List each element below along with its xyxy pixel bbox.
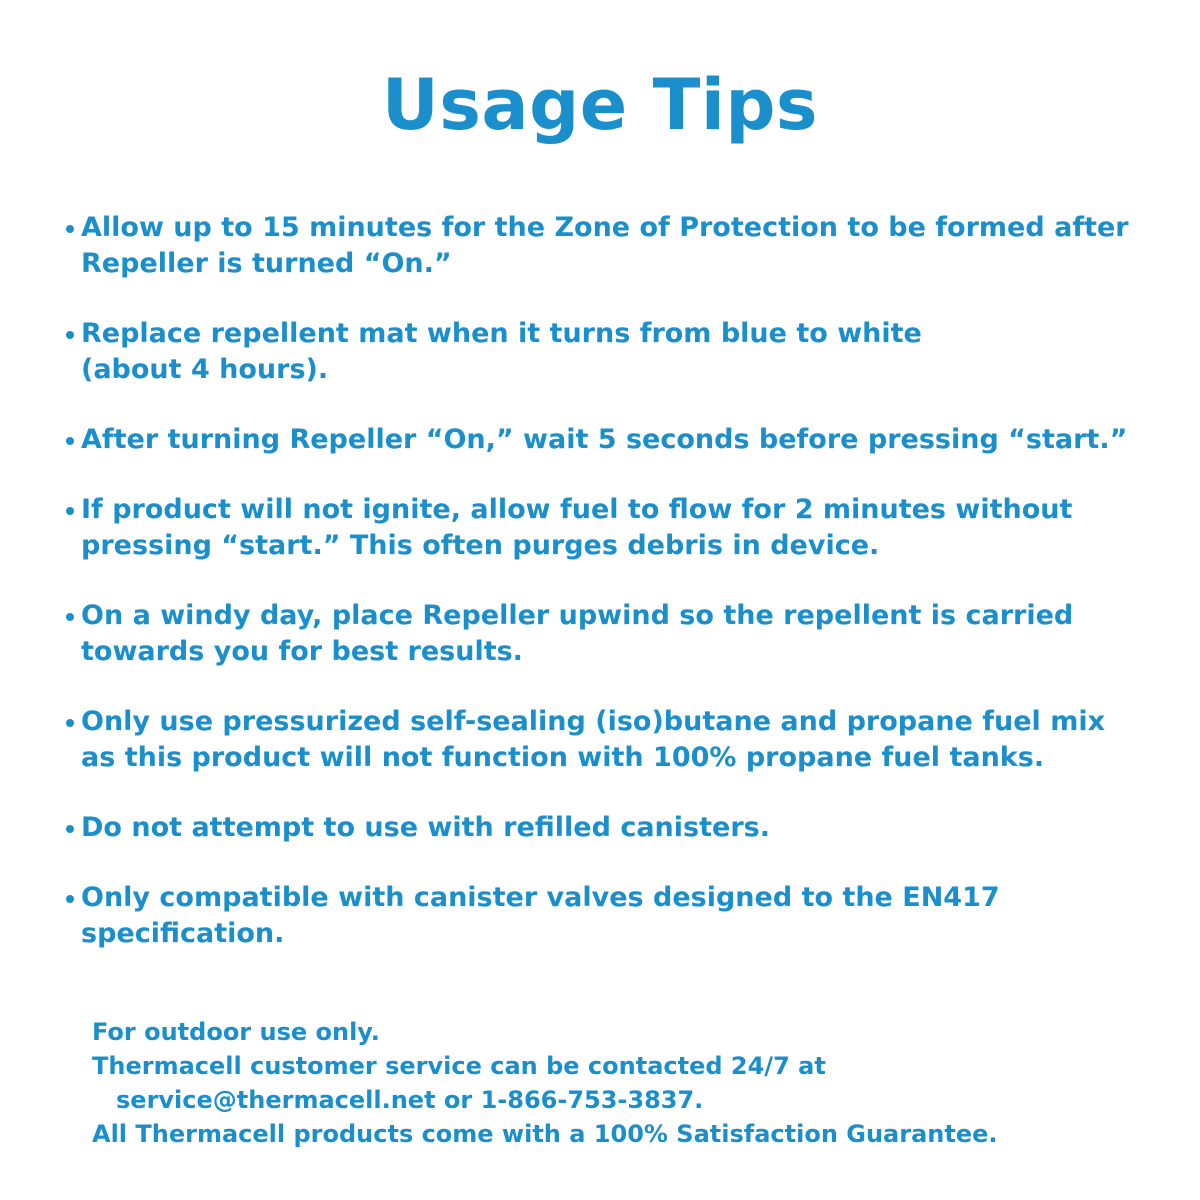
tip-item-wait-before-start: After turning Repeller “On,” wait 5 seconds before pressing “start.” — [66, 422, 1146, 458]
tips-list — [66, 210, 1146, 986]
footer-customer-service: Thermacell customer service can be contacted 24/7 at — [92, 1052, 826, 1080]
footer-contact-info: service@thermacell.net or 1-866-753-3837. — [116, 1086, 704, 1114]
tip-item-windy-day: On a windy day, place Repeller upwind so the repellent is carried towards you for best results. — [66, 598, 1146, 670]
tip-item-refilled-canisters: Do not attempt to use with refilled canisters. — [66, 810, 1146, 846]
tip-item-replace-mat: Replace repellent mat when it turns from blue to white (about 4 hours). — [66, 316, 1146, 388]
footer-guarantee: All Thermacell products come with a 100% Satisfaction Guarantee. — [92, 1120, 998, 1148]
tip-item-fuel-mix: Only use pressurized self-sealing (iso)butane and propane fuel mix as this product will not function with 100% propane fuel tanks. — [66, 704, 1146, 776]
tip-item-zone-of-protection: Allow up to 15 minutes for the Zone of Protection to be formed after Repeller is turned “On.” — [66, 210, 1146, 282]
tip-item-en417: Only compatible with canister valves designed to the EN417 specification. — [66, 880, 1146, 952]
footer-notice — [92, 1015, 1142, 1151]
tip-item-ignition: If product will not ignite, allow fuel to flow for 2 minutes without pressing “start.” This often purges debris in device. — [66, 492, 1146, 564]
footer-outdoor-use: For outdoor use only. — [92, 1018, 380, 1046]
page-title: Usage Tips — [381, 64, 819, 146]
